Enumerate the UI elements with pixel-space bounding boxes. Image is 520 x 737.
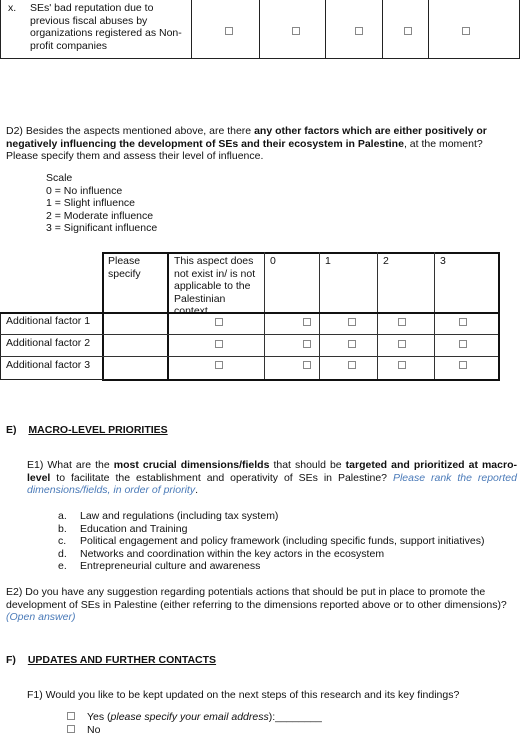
d2-r1-na-checkbox[interactable]	[215, 318, 223, 326]
d2-question	[6, 125, 514, 163]
top-row-text: SEs' bad reputation due to previous fiscal abuses by organizations registered as Non-profit companies	[30, 2, 182, 52]
d2-header-specify: Please specify	[108, 255, 141, 280]
d2-r3-2-checkbox[interactable]	[398, 361, 406, 369]
d2-col-sep-3	[319, 252, 320, 379]
scale-item-3: 3 = Significant influence	[46, 222, 158, 234]
top-divider-3	[325, 0, 326, 58]
f1-yes-option[interactable]	[67, 711, 322, 723]
d2-row-label-2: Additional factor 2	[6, 337, 91, 349]
no-checkbox[interactable]	[67, 725, 75, 733]
d2-col-sep-5	[434, 252, 435, 379]
e1-list-item-c: c. Political engagement and policy framework (including specific funds, support initiatives)	[58, 535, 485, 547]
top-divider-4	[382, 0, 383, 58]
e1-bold-1: most crucial dimensions/fields	[113, 459, 270, 471]
top-divider-2	[259, 0, 260, 58]
d2-r3-1-checkbox[interactable]	[348, 361, 356, 369]
top-row-number: x.	[8, 2, 17, 14]
top-checkbox-5[interactable]	[462, 27, 470, 35]
section-f-title: UPDATES AND FURTHER CONTACTS	[27, 654, 217, 666]
d2-r3-na-checkbox[interactable]	[215, 361, 223, 369]
top-checkbox-2[interactable]	[292, 27, 300, 35]
scale-block	[46, 172, 157, 235]
d2-r1-2-checkbox[interactable]	[398, 318, 406, 326]
e1-list	[58, 510, 484, 573]
d2-intro: D2) Besides the aspects mentioned above, are there	[6, 125, 255, 137]
e2-note: (Open answer)	[6, 611, 76, 623]
yes-italic: please specify your email address	[110, 711, 269, 723]
e1-note: Please rank the reported dimensions/fields, in order of priority	[27, 471, 517, 496]
d2-row-label-3: Additional factor 3	[6, 359, 91, 371]
no-label: No	[87, 724, 101, 736]
f1-question: F1) Would you like to be kept updated on the next steps of this research and its key findings?	[27, 689, 460, 701]
e1-prefix: E1) What are the	[27, 459, 114, 471]
section-f-label: F)	[6, 654, 16, 666]
scale-item-1: 1 = Slight influence	[46, 197, 136, 209]
yes-suffix: ):________	[268, 711, 322, 723]
section-e-label: E)	[6, 424, 17, 436]
e1-list-item-a: a. Law and regulations (including tax system)	[58, 510, 279, 522]
d2-r3-3-checkbox[interactable]	[459, 361, 467, 369]
e1-list-item-e: e. Entrepreneurial culture and awareness	[58, 560, 261, 572]
e1-question	[27, 459, 517, 497]
section-e-title: MACRO-LEVEL PRIORITIES	[28, 424, 168, 436]
top-checkbox-3[interactable]	[355, 27, 363, 35]
d2-r1-3-checkbox[interactable]	[459, 318, 467, 326]
section-e-heading	[6, 424, 168, 436]
top-divider-1	[191, 0, 192, 58]
yes-checkbox[interactable]	[67, 712, 75, 720]
e1-dot: .	[195, 484, 198, 496]
d2-row-sep-3	[0, 356, 498, 357]
yes-prefix: Yes (	[87, 711, 111, 723]
d2-bold: any other factors which are either positively or negatively influencing the development of SEs and their ecosystem in Palestine	[6, 125, 487, 150]
d2-r2-1-checkbox[interactable]	[348, 340, 356, 348]
d2-header-2: 2	[383, 255, 389, 267]
d2-header-3: 3	[440, 255, 446, 267]
d2-r1-1-checkbox[interactable]	[348, 318, 356, 326]
section-f-heading	[6, 654, 216, 666]
d2-r2-0-checkbox[interactable]	[303, 340, 311, 348]
top-checkbox-4[interactable]	[404, 27, 412, 35]
e1-mid: that should be	[269, 459, 346, 471]
d2-col-sep-4	[377, 252, 378, 379]
scale-item-0: 0 = No influence	[46, 184, 123, 197]
scale-title: Scale	[46, 172, 73, 184]
e1-rest: to facilitate the establishment and operativity of SEs in Palestine?	[50, 471, 393, 484]
top-divider-5	[428, 0, 429, 58]
e2-text: E2) Do you have any suggestion regarding potentials actions that should be put in place to promote the development of SEs in Palestine (either referring to the dimensions reported above or to other dimensions)?	[6, 586, 507, 611]
d2-rest: , at the moment? Please specify them and assess their level of influence.	[6, 137, 483, 162]
e1-list-item-b: b. Education and Training	[58, 522, 188, 535]
d2-col-sep-1	[167, 252, 169, 379]
e1-list-item-d: d. Networks and coordination within the key actors in the ecosystem	[58, 547, 385, 560]
d2-r3-0-checkbox[interactable]	[303, 361, 311, 369]
d2-col-sep-2	[264, 252, 265, 379]
e2-question	[6, 586, 514, 624]
d2-header-0: 0	[270, 255, 276, 267]
d2-r2-3-checkbox[interactable]	[459, 340, 467, 348]
scale-item-2: 2 = Moderate influence	[46, 209, 154, 222]
d2-row-sep-2	[0, 334, 498, 335]
f1-no-option[interactable]	[67, 724, 100, 736]
top-checkbox-1[interactable]	[225, 27, 233, 35]
d2-r2-2-checkbox[interactable]	[398, 340, 406, 348]
e1-bold-2: targeted and prioritized at macro-level	[27, 459, 517, 484]
d2-r1-0-checkbox[interactable]	[303, 318, 311, 326]
d2-row-label-1: Additional factor 1	[6, 315, 91, 327]
d2-header-not-applicable: This aspect does not exist in/ is not applicable to the Palestinian context	[174, 255, 256, 317]
d2-r2-na-checkbox[interactable]	[215, 340, 223, 348]
d2-header-1: 1	[325, 255, 331, 267]
